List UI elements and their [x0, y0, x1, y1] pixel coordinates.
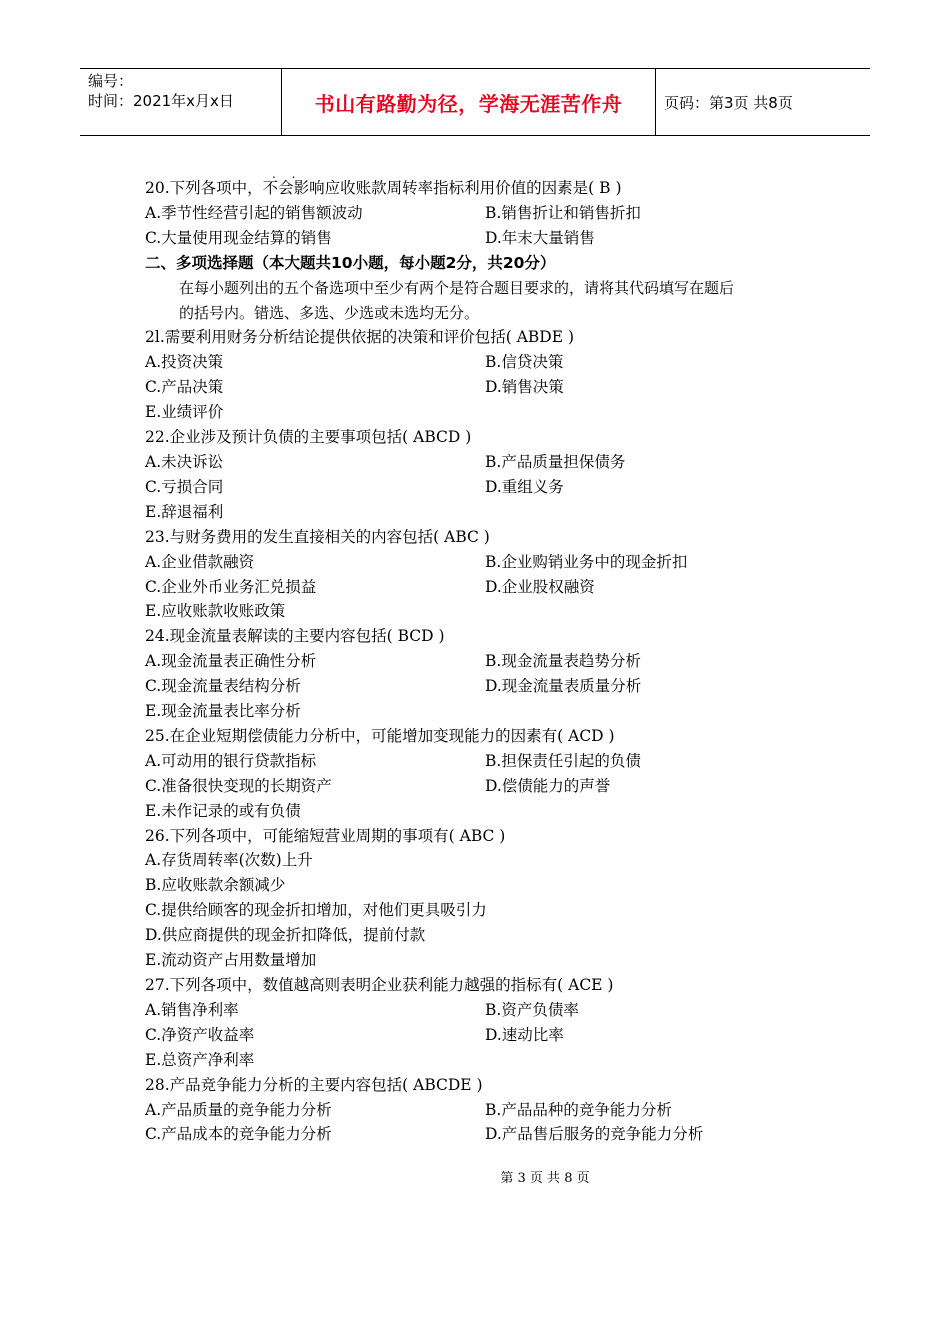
option-b: B.销售折让和销售折扣 [485, 203, 641, 222]
option-d: D.产品售后服务的竞争能力分析 [485, 1125, 704, 1144]
option-e: E.业绩评价 [145, 403, 224, 422]
options-row [145, 226, 835, 251]
option-d: D.供应商提供的现金折扣降低，提前付款 [145, 926, 426, 945]
option-a: A.可动用的银行贷款指标 [145, 751, 317, 770]
options-row [145, 649, 835, 674]
option-e: E.总资产净利率 [145, 1050, 255, 1069]
options-row [145, 774, 835, 799]
options-row [145, 375, 835, 400]
option-d: D.现金流量表质量分析 [485, 677, 642, 696]
page-footer: 第 3 页 共 8 页 [500, 1171, 590, 1186]
options-row [145, 550, 835, 575]
option-b: B.应收账款余额减少 [145, 876, 286, 895]
option-a: A.季节性经营引起的销售额波动 [145, 203, 363, 222]
option-b: B.资产负债率 [485, 1000, 579, 1019]
option-c: C.准备很快变现的长期资产 [145, 776, 332, 795]
options-row [145, 575, 835, 600]
option-d: D.年末大量销售 [485, 228, 595, 247]
option-b: B.信贷决策 [485, 353, 564, 372]
option-b: B.担保责任引起的负债 [485, 751, 641, 770]
option-b: B.产品品种的竞争能力分析 [485, 1100, 672, 1119]
option-c: C.企业外币业务汇兑损益 [145, 577, 317, 596]
question-26: 26.下列各项中，可能缩短营业周期的事项有( ABC ) [145, 826, 506, 845]
question-21: 2l.需要利用财务分析结论提供依据的决策和评价包括( ABDE ) [145, 328, 575, 347]
section-instructions-2: 的括号内。错选、多选、少选或未选均无分。 [179, 303, 480, 322]
option-a: A.产品质量的竞争能力分析 [145, 1100, 332, 1119]
options-row [145, 1023, 835, 1048]
question-20 [145, 167, 835, 201]
section-title: 二、多项选择题（本大题共10小题，每小题2分，共20分） [145, 253, 556, 272]
option-a: A.销售净利率 [145, 1000, 239, 1019]
option-b: B.现金流量表趋势分析 [485, 652, 641, 671]
option-a: A.现金流量表正确性分析 [145, 652, 317, 671]
options-row [145, 998, 835, 1023]
option-d: D.企业股权融资 [485, 577, 595, 596]
option-c: C.现金流量表结构分析 [145, 677, 301, 696]
question-28: 28.产品竞争能力分析的主要内容包括( ABCDE ) [145, 1075, 483, 1094]
time-label: 时间：2021年x月x日 [88, 92, 234, 110]
option-e: E.流动资产占用数量增加 [145, 951, 317, 970]
option-c: C.亏损合同 [145, 477, 224, 496]
question-22: 22.企业涉及预计负债的主要事项包括( ABCD ) [145, 428, 472, 447]
document-header [80, 68, 870, 136]
options-row [145, 201, 835, 226]
option-d: D.速动比率 [485, 1025, 564, 1044]
option-b: B.企业购销业务中的现金折扣 [485, 552, 688, 571]
option-d: D.偿债能力的声誉 [485, 776, 611, 795]
options-row [145, 350, 835, 375]
option-e: E.辞退福利 [145, 502, 224, 521]
option-e: E.应收账款收账政策 [145, 602, 286, 621]
option-c: C.产品成本的竞争能力分析 [145, 1125, 332, 1144]
option-a: A.投资决策 [145, 353, 224, 372]
question-24: 24.现金流量表解读的主要内容包括( BCD ) [145, 627, 445, 646]
option-d: D.销售决策 [485, 378, 564, 397]
header-meta [80, 69, 282, 135]
options-row [145, 450, 835, 475]
option-c: C.提供给顾客的现金折扣增加，对他们更具吸引力 [145, 901, 487, 920]
question-25: 25.在企业短期偿债能力分析中，可能增加变现能力的因素有( ACD ) [145, 726, 615, 745]
number-label: 编号： [88, 72, 134, 90]
option-d: D.重组义务 [485, 477, 564, 496]
question-stem: 20.下列各项中，不会影响应收账款周转率指标利用价值的因素是( B ) [145, 179, 622, 197]
emphasis-dots: . . [272, 167, 302, 181]
header-motto: 书山有路勤为径，学海无涯苦作舟 [282, 69, 656, 135]
option-a: A.企业借款融资 [145, 552, 255, 571]
option-c: C.净资产收益率 [145, 1025, 255, 1044]
options-row [145, 475, 835, 500]
options-row [145, 749, 835, 774]
option-e: E.未作记录的或有负债 [145, 801, 301, 820]
question-content [145, 167, 835, 1147]
question-23: 23.与财务费用的发生直接相关的内容包括( ABC ) [145, 527, 490, 546]
option-a: A.未决诉讼 [145, 452, 224, 471]
header-page-info: 页码：第3页 共8页 [664, 93, 793, 112]
options-row [145, 674, 835, 699]
option-c: C.产品决策 [145, 378, 224, 397]
options-row [145, 1122, 835, 1147]
option-a: A.存货周转率(次数)上升 [145, 851, 313, 870]
option-b: B.产品质量担保债务 [485, 452, 626, 471]
option-e: E.现金流量表比率分析 [145, 702, 301, 721]
question-27: 27.下列各项中，数值越高则表明企业获利能力越强的指标有( ACE ) [145, 976, 614, 994]
options-row [145, 1098, 835, 1123]
option-c: C.大量使用现金结算的销售 [145, 228, 332, 247]
section-instructions-1: 在每小题列出的五个备选项中至少有两个是符合题目要求的，请将其代码填写在题后 [179, 278, 735, 297]
